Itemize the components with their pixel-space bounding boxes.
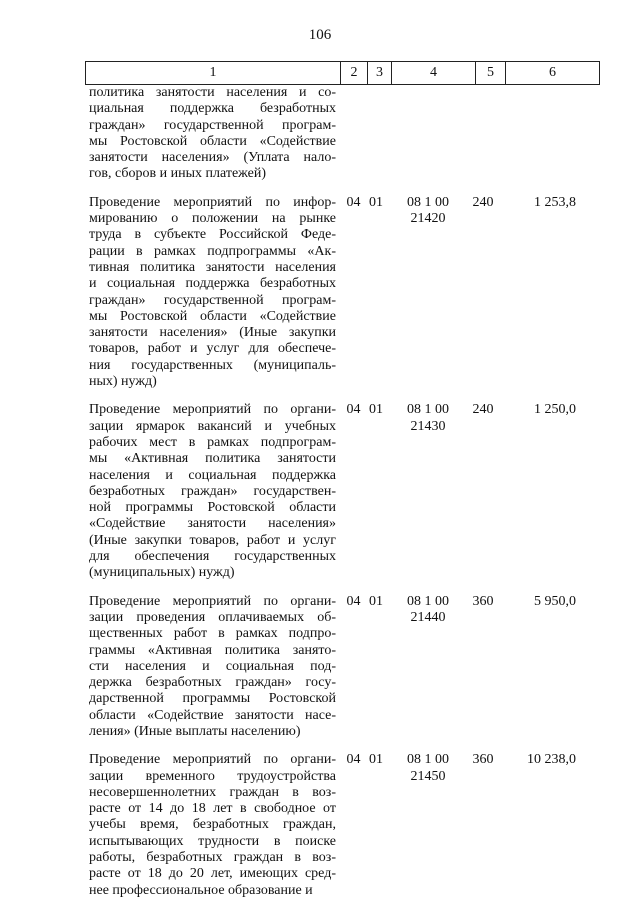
description-line: Проведение мероприятий по органи- (89, 593, 336, 609)
description-line: рации в рамках подпрограммы «Ак- (89, 243, 336, 259)
table-row (85, 402, 605, 581)
description-line: безработных граждан» государствен- (89, 483, 336, 499)
table-row (85, 195, 605, 391)
section-code: 04 (346, 402, 361, 418)
amount: 1 253,8 (534, 194, 576, 210)
description-line: (Иные закупки товаров, работ и услуг (89, 532, 336, 548)
description-line: Проведение мероприятий по инфор- (89, 194, 336, 210)
description-line: Проведение мероприятий по органи- (89, 752, 336, 768)
description-line: граммы «Активная политика занято- (89, 642, 336, 658)
expense-type-code: 360 (472, 593, 494, 609)
header-col-2: 2 (341, 62, 368, 85)
description-line: ния государственных (муниципаль- (89, 357, 336, 373)
description-line: и социальная поддержка безработных (89, 276, 336, 292)
description-line: учебы время, безработных граждан, (89, 817, 336, 833)
description-line: циальная поддержка безработных (89, 101, 336, 117)
description-line: ления» (Иные выплаты населению) (89, 723, 301, 739)
description-line: мированию о положении на рынке (89, 211, 336, 227)
table-row (85, 752, 605, 899)
section-code: 04 (346, 194, 361, 210)
row-description (85, 752, 336, 899)
description-line: области «Содействие занятости насе- (89, 707, 336, 723)
description-line: занятости населения» (Иные закупки (89, 325, 336, 341)
description-line: зации ярмарок вакансий и учебных (89, 418, 336, 434)
description-line: зации временного трудоустройства (89, 768, 336, 784)
description-line: мы Ростовской области «Содействие (89, 308, 336, 324)
subsection-code: 01 (369, 402, 383, 418)
header-col-5: 5 (476, 62, 506, 85)
description-line: зации проведения оплачиваемых об- (89, 609, 336, 625)
description-line: граждан» государственной програм- (89, 117, 336, 133)
table-body (85, 85, 605, 899)
description-line: испытывающих трудности в поиске (89, 833, 336, 849)
amount: 1 250,0 (534, 402, 576, 418)
description-line: мы «Активная политика занятости (89, 451, 336, 467)
subsection-code: 01 (369, 194, 383, 210)
target-article-code: 08 1 00 21420 (407, 194, 449, 227)
header-col-6: 6 (506, 62, 600, 85)
header-col-1: 1 (86, 62, 341, 85)
description-line: ной программы Ростовской области (89, 500, 336, 516)
description-line: расте от 18 до 20 лет, имеющих сред- (89, 866, 336, 882)
subsection-code: 01 (369, 593, 383, 609)
target-article-code: 08 1 00 21450 (407, 752, 449, 784)
target-article-code: 08 1 00 21440 (407, 593, 449, 625)
description-line: ных) нужд) (89, 374, 157, 390)
description-line: для обеспечения государственных (89, 549, 336, 565)
expense-type-code: 360 (472, 752, 494, 768)
description-line: рабочих мест в рамках подпрограм- (89, 434, 336, 450)
description-line: Проведение мероприятий по органи- (89, 402, 336, 418)
expense-type-code: 240 (472, 194, 494, 210)
amount: 5 950,0 (534, 593, 576, 609)
description-line: дарственной программы Ростовской (89, 691, 336, 707)
description-line: граждан» государственной програм- (89, 292, 336, 308)
header-col-3: 3 (368, 62, 392, 85)
description-line: населения и социальная поддержка (89, 467, 336, 483)
section-code: 04 (346, 593, 361, 609)
description-line: товаров, работ и услуг для обеспече- (89, 341, 336, 357)
description-line: расте от 14 до 18 лет в свободное от (89, 801, 336, 817)
row-description (85, 402, 336, 581)
page-number: 106 (308, 27, 332, 43)
subsection-code: 01 (369, 752, 383, 768)
description-line: тивная политика занятости населения (89, 259, 336, 275)
row-description (85, 594, 336, 741)
description-line: несовершеннолетних граждан в воз- (89, 784, 336, 800)
description-line: щественных работ в рамках подпро- (89, 626, 336, 642)
description-line: работы, безработных граждан в воз- (89, 850, 336, 866)
table-row (85, 85, 605, 183)
description-line: (муниципальных) нужд) (89, 565, 235, 581)
description-line: мы Ростовской области «Содействие (89, 133, 336, 149)
description-line: «Содействие занятости населения» (89, 516, 336, 532)
description-line: политика занятости населения и со- (89, 85, 336, 100)
header-col-4: 4 (392, 62, 476, 85)
section-code: 04 (346, 752, 361, 768)
description-line: гов, сборов и иных платежей) (89, 166, 267, 182)
table-header (85, 61, 600, 85)
table-row (85, 594, 605, 741)
amount: 10 238,0 (527, 752, 576, 768)
row-description (85, 85, 336, 183)
row-description (85, 195, 336, 391)
description-line: нее профессиональное образование и (89, 882, 313, 898)
description-line: держка безработных граждан» госу- (89, 675, 336, 691)
description-line: сти населения и социальная под- (89, 658, 336, 674)
expense-type-code: 240 (472, 402, 494, 418)
description-line: занятости населения» (Уплата нало- (89, 150, 336, 166)
target-article-code: 08 1 00 21430 (407, 402, 449, 434)
description-line: труда в субъекте Российской Феде- (89, 227, 336, 243)
